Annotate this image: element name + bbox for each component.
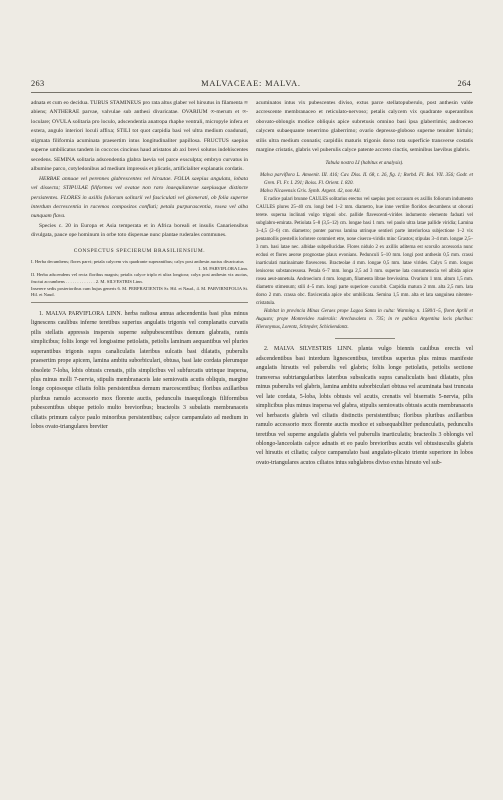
habitat-text: Habitat in provincia Minas Geraes prope Lagoa Santa in culta: Warming n. 1580/1–5, floret Aprili et Augusto; prope Montevideo ruderalis: Arechavaleta n. 735; in re publica Argentina locis pluribus: Hieronymus, Lorentz, Schnyder, Schickendantz. [256,309,473,331]
header-rule [31,92,472,93]
distribution-text: Species c. 20 in Europa et Asia temperata et in Africa boreali et insulis Canariensibus divulgata, pauce ope hominum in orbe toto dispersae nunc plantae ruderales communes. [31,222,248,239]
left-column [31,99,248,433]
detailed-description-small: E radice palari brunne CAULES solitarius erectus vel saepius post occasum ex axillis foliorum indumento CAULES plures 25–40 cm. longi bed 1–2 mm. diametro, hue inne vertiire floridos decumbens ut obovati terete. superna inclinati vulgo trigoni obc. pallide flavescenti-virides indumento elemento faduati vel subglabro-emirata. Petiolata 5–8 (3,5–12) cm. longae basi 1 mm. vel paulo ultra latae pallide viridia; Lamina 3–4,5 (2–6) cm. diametro; ponter parvus lamina utrinque sentieri parte interiorlosa subjectione 1–2 vix pentamollis prestellis lorlotere commiert etre, none ciserco-viridis minc Grastos; stipulas 3–4 mm. longae 2,5–3 mm. basi latae nec. albidae subpellucidae. Flores nidulo 2 ex axillis aditerna est scorsilo accessoria nunc ecdusi et flores aeorse prognostae plaux evonians. Pedunculi 5–10 mm. longi post anthesin 0,5 mm. crassi inarticulati matinaimate flavescens. Bracteolae 4 mm. longae 0,5 mm. latae virides. Calyx 5 mm. longus leniscens substancessosa. Petala 6–7 mm. longa 2,5 ad 3 mm. superne lata consumenscia vel albida apice rosea aeut-annetula. Androecium 4 mm. longum, filamenta librae brevissima. Ovarium 1 mm. altum 1,5 mm. diametro stimenum; stili 4–5 mm. longi parte superiore cucurbit. Carpidia matura 2 mm. alta 2,5 mm. lata dorso 2 mm. crassa obc. flaviceratia apice obc umbilicata. Semina 1,5 mm. alta et lata sanguinea nitentes-cristatula. [256,197,473,307]
page-number-left: 263 [31,79,45,88]
habit-description-text: HERBAE annuae vel perennes glabrescentes vel hirsutae. FOLIA saepius angulata, lobata vel dissecta; STIPULAE filiformes vel ovatae non raro inaequilaterae saepiusque distincte persistentes. FLORES in axillis foliorum solitarii vel fasciculati vel glomerati, ob folia superne interdum decrescentia in racemos compositos confluti; petala purpurascentia, rosea vel alba nunquam flava. [31,175,248,220]
key-line: I. Herba decumbens; flores parvi; petala calycem vix quadrante superantibus; calyx post anthesin auctus divaricatus [31,259,244,265]
genus-description-text: adnata et cum eo decidua. TUBUS STAMINEUS pro rata altus glaber vel hirsutus in filamenta ∞ abiens; ANTHERAE parvae, valvulae sub anthesi divaricatae. OVARIUM ∞-merum et ∞-loculare; OVULA solitaria pro loculo, adscendentia anatropa rhaphe ventrali, micropyle infera et extera, angulo interiori loculi affixa; STILI tot quot carpidia basi vel ultra medium coadunati, stigmata filiformia acuminata praesertim intus longitudinaliter papillosa. FRUCTUS saepius superne umbilicatus tandem in cocccos cincinus haud aristatos ab axi brevi solutos indehiscentes secedens. SEMINA solitaria adscendentia glabra laevia vel parce exsculpta; embryo curvatus in albumine parco, cotyledonibus ad medium impressis et plicatis, artificialiter explanatis cordatis. [31,100,248,173]
species-1-description: 1. MALVA PARVIFLORA LINN. herba radiosa annua adscendentia basi plus minus lignescens caulibus inferne teretibus superius angulatis trigonis vel complanatis curvatis pilis stellatis appressis inspersis superne subpubescentibus demum glabratis, ramis simplicibus; foliis longe vel longissime petiolatis, petiolis laminam aequantibus vel pluries superantibus trigonis supra canaliculatis lateribus sulcatis basi dilatatis, puberulis praesertim prope apicem, lamina ambitu suborbiculari, obtusa, basi late cordata plerumque obsolete 7-loba, lobis obtusis crenatis, pilis simplicibus vel subfurcatis utrinque inspersa, plus minus molli 7-nervia, stipulis membranaceis late semiovatis acutis obliquis, margine longe copiosoque ciliatis foliis persistentibus demum marcescentibus; floribus axillaribus pluribus ramulo accessorio mox florente auctis, pedunculis inaequilongis filiformibus pubescentibus ubique petiolo multo brevioribus; bracteolis 3 subulatis membranaceis ciliatis primum calyce paulo minoribus persistentibus; calyce campanulato ad medium in lobos ovato-triangulares breviter [31,310,248,431]
synonym-entry: Malva Nicaeensis Gris. Symb. Argent. 42, non All. [260,189,361,195]
key-line: 1. M. PARVIFLORA Linn. [198,265,248,271]
conspectus-key [31,259,248,299]
page-header [31,79,471,91]
conspectus-title: CONSPECTUS SPECIERUM BRASILIENSIUM. [73,247,206,254]
synonym-entry: Malva parviflora L. Amoenit. III. 416; Cav. Diss. II. 68, t. 26, fig. 1; Rorbd. Fl. Bol. VII. 356; Godr. et Gren. Fl. Fr. I. 291; Boiss. Fl. Orient. I. 820. [260,173,473,187]
species-1-continued-text: acuminatos intus vix pubescentes diviso, extus parce stellatopuberulo, post anthesin valde accrescente membranaceo et reticulato-nervoso; petalis calycem vix quadrante superantibus obovato-oblongis modice obliquis apice subretusis omnino basi ipsa glaberrimis; androeceo calycem subaequante tenerrimo glaberrimo; ovario depresso-globoso superne tenuiter hirtulo; stilis ultra medium connatis; carpidiis maturis trigonis dorso tota superficie transverse costatis margine cristatis, glabris vel puberulis calyce patente accreto cinctis, seminibus laevibus glabris. [256,100,473,154]
running-title: MALVACEAE: MALVA. [201,79,301,88]
plate-reference: Tabula nostra LI (habitus et analysis). [325,159,404,166]
section-divider [31,302,248,303]
species-2-description: 2. MALVA SILVESTRIS LINN. planta vulgo biennis caulibus erectis vel adscendentibus basi interdum lignescentibus, teretibus superius plus minus manifeste angulatis hirsutis vel puberulis vel glabris; foliis longe petiolatis, petiolis sectione transversa subtriangularibus lateribus subsulcatis supra canaliculatis basi dilatatis, plus minus puberulis vel glabris, lamina ambitu suborbiculari obtusa vel acuminata basi truncata vel late cordata, 5-loba, lobis obtusis vel acutis, crenatis vel biserratis 5-nervia, pilis simplicibus plus minus inspersa vel glabra, stipulis semiovatis obtusis acutis membranaceis vel herbaceis glabris vel ciliatis distinctis persistentibus; floribus pluribus axillaribus ramulo accessorio mox florente auctis modice et subsequabiliter pedunculatis, pedunculis teretibus vel superne angulatis glabris vel puberulis inarticulatis; bracteolis 3 oblongis vel oblongo-lanceolatis calyce adnatis et eo paulo brevioribus acutis vel obtusiusculis glabris vel hirsutis et ciliatis; calyce campanulato basi angulato-plicato triente superiore in lobos ovato-triangulares acutos ciliatos intus subglabros diviso extus hirsuto vel sub- [256,346,473,466]
section-divider [335,338,395,339]
right-column [256,99,473,468]
key-line: II. Herba adscendens vel recta floribus magnis; petalis calyce triplo et ultra longiora; calyx post anthesin vix auctus, fructui accumbens . . . . . . . . . . . . . 2. M. SILVESTRIS Linn. [31,272,248,285]
key-line: Inserere sedis posterioribus cum hujus generis 6. M. PERFRATIENTIS Sr. Hil. et Naud., 4. M. PARVIRNIFOLIA St. Hil. et Naud. [31,285,248,298]
page-number-right: 264 [457,79,471,88]
